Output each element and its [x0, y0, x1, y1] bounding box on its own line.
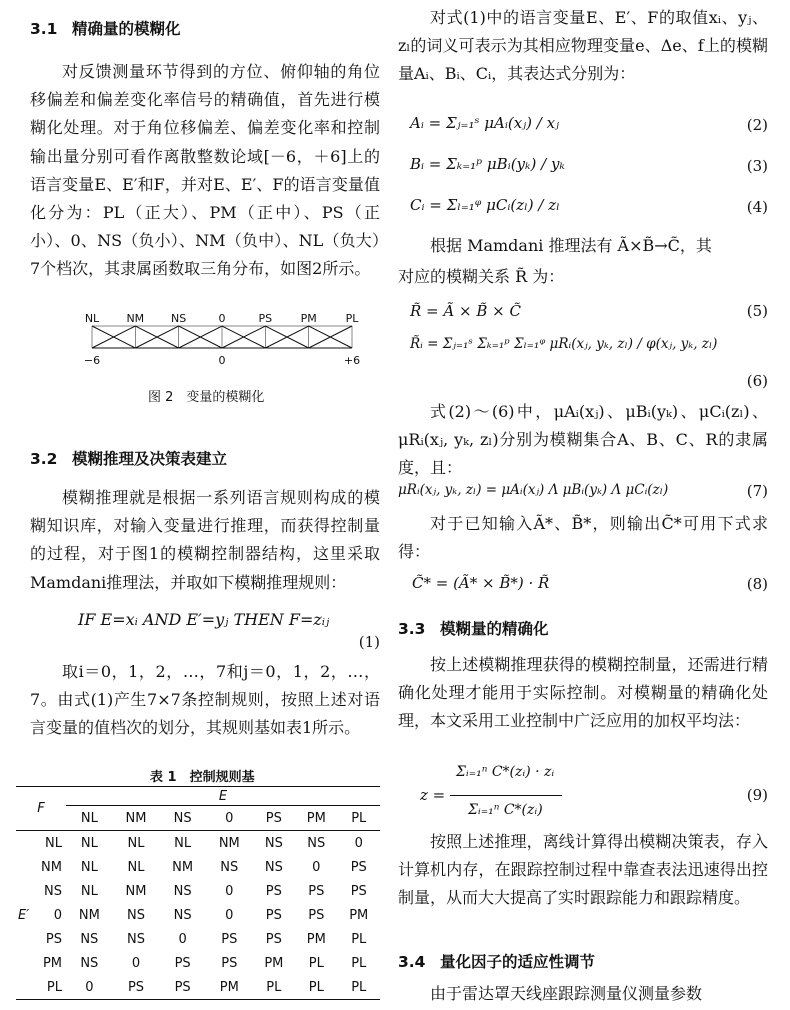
mamdani-line-2: 对应的模糊关系 R̃ 为：: [398, 267, 565, 286]
table-cell: NS: [264, 859, 283, 875]
table-row-header: [16, 879, 66, 903]
table-cell: PL: [266, 979, 282, 995]
membership-paragraph: 式(2)～(6)中，μAᵢ(xⱼ)、μBᵢ(yₖ)、μCᵢ(zₗ)、μRᵢ(xⱼ, yₖ, zₗ)分别为模糊集合A、B、C、R的隶属度，且：: [398, 402, 768, 478]
table-col-header: NM: [125, 810, 147, 826]
fuzzy-set-label: NS: [171, 312, 187, 325]
table-row-header: [16, 975, 66, 1000]
section-title: 精确量的模糊化: [72, 20, 181, 38]
table-row-header: [16, 831, 66, 856]
equation-2: Aᵢ = Σⱼ₌₁ˢ μAᵢ(xⱼ) / xⱼ: [410, 114, 560, 132]
table-row-label: NM: [41, 859, 62, 875]
rule-equation-number: (1): [358, 633, 380, 651]
table-cell: NL: [127, 835, 145, 851]
table-cell: NS: [173, 907, 192, 923]
table-cell: PL: [308, 979, 324, 995]
table-cell: PL: [351, 931, 367, 947]
section-3-1-heading: [30, 17, 181, 39]
section-title: 量化因子的适应性调节: [440, 953, 596, 971]
table-cell: NL: [80, 859, 98, 875]
table-cell: NS: [80, 931, 99, 947]
table-cell: 0: [225, 907, 234, 923]
table-row-label: PL: [46, 979, 62, 995]
section-title: 模糊量的精确化: [440, 620, 549, 638]
table-cell: NS: [126, 907, 145, 923]
intro-paragraph: 对式(1)中的语言变量E、E′、F的取值xᵢ、yⱼ、zₗ的词义可表示为其相应物理变量e、Δe、f上的模糊量Aᵢ、Bᵢ、Cᵢ，其表达式分别为：: [398, 8, 768, 84]
mamdani-line-1: 根据 Mamdani 推理法有 Ã×B̃→C̃，其: [430, 236, 712, 255]
equation-8-number: (8): [746, 575, 768, 593]
control-rule-table: [16, 786, 380, 1000]
table-row-header: [16, 951, 66, 975]
table-cell: PS: [308, 907, 325, 923]
table-cell: NL: [174, 835, 192, 851]
table-cell: PL: [351, 955, 367, 971]
known-input-paragraph: 对于已知输入Ã*、B̃*，则输出C̃*可用下式求得：: [398, 514, 768, 562]
table-cell: NL: [80, 835, 98, 851]
section-3-2-paragraph: 模糊推理就是根据一系列语言规则构成的模糊知识库，对输入变量进行推理，而获得控制量的过程，对于图1的模糊控制器结构，这里采取Mamdani推理法，并取如下模糊推理规则：: [30, 488, 380, 592]
table-cell: NM: [125, 883, 147, 899]
section-3-4-paragraph: 由于雷达罩天线座跟踪测量仪测量参数: [430, 984, 703, 1003]
table-cell: 0: [178, 931, 187, 947]
fraction-bar: [450, 795, 562, 796]
rule-equation: IF E=xᵢ AND E′=yⱼ THEN F=zᵢⱼ: [78, 610, 330, 629]
table-cell: PS: [221, 955, 238, 971]
table-cell: NM: [172, 859, 194, 875]
table-cell: 0: [85, 979, 94, 995]
table-col-header: PM: [306, 810, 326, 826]
table-col-header: PL: [351, 810, 367, 826]
fuzzy-set-label: PL: [345, 312, 359, 325]
section-3-3-heading: [398, 617, 549, 639]
fuzzy-set-label: NM: [126, 312, 145, 325]
table-row: [16, 903, 380, 927]
table-cell: PS: [350, 859, 367, 875]
table-corner: F: [16, 787, 66, 831]
table-cell: PM: [219, 979, 239, 995]
table-row: [16, 831, 380, 856]
table-cell: NS: [126, 931, 145, 947]
table-cell: PS: [265, 883, 282, 899]
table-cell: PS: [174, 955, 191, 971]
table-col-header: NL: [80, 810, 98, 826]
section-3-4-heading: [398, 950, 595, 972]
section-title: 模糊推理及决策表建立: [72, 450, 228, 468]
section-number: 3.3: [398, 620, 426, 638]
table-cell: 0: [312, 859, 321, 875]
table-cell: PS: [308, 883, 325, 899]
table-cell: PL: [308, 955, 324, 971]
table-cell: 0: [225, 883, 234, 899]
table-cell: NS: [264, 835, 283, 851]
section-number: 3.2: [30, 450, 58, 468]
fuzzy-membership-svg: [70, 312, 370, 382]
fuzzy-axis-tick: +6: [343, 354, 361, 367]
table-cell: NM: [218, 835, 240, 851]
table-row-header: [16, 903, 66, 927]
equation-7-number: (7): [746, 482, 768, 500]
table-1-caption: 表 1 控制规则基: [150, 770, 255, 785]
table-row-label: PM: [42, 955, 62, 971]
fuzzy-set-label: PS: [258, 312, 273, 325]
section-number: 3.1: [30, 20, 58, 38]
table-row-label: 0: [53, 907, 62, 923]
table-cell: PS: [221, 931, 238, 947]
table-row: [16, 975, 380, 1000]
table-cell: PS: [127, 979, 145, 995]
figure-2-caption: 图 2 变量的模糊化: [148, 390, 265, 405]
table-cell: NL: [127, 859, 145, 875]
table-row-label: PS: [45, 931, 62, 947]
table-row: [16, 951, 380, 975]
table-row-header: [16, 855, 66, 879]
equation-6: R̃ᵢ = Σⱼ₌₁ˢ Σₖ₌₁ᵖ Σₗ₌₁ᵠ μRᵢ(xⱼ, yₖ, zₗ) / φ(xⱼ, yₖ, zₗ): [410, 336, 718, 352]
table-cell: PS: [350, 883, 367, 899]
equation-6-number: (6): [746, 372, 768, 390]
equation-5: R̃ = Ã × B̃ × C̃: [410, 302, 521, 320]
equation-4-number: (4): [746, 198, 768, 216]
table-row: [16, 879, 380, 903]
table-cell: PM: [306, 931, 326, 947]
table-row-label: NL: [45, 835, 62, 851]
table-col-header: NS: [173, 810, 192, 826]
equation-7: μRᵢ(xⱼ, yₖ, zₗ) = μAᵢ(xⱼ) Λ μBᵢ(yₖ) Λ μCᵢ(zₗ): [398, 482, 669, 498]
table-row: [16, 855, 380, 879]
equation-5-number: (5): [746, 302, 768, 320]
table-e-label: E: [66, 787, 380, 806]
table-row-header: [16, 927, 66, 951]
fuzzy-set-label: PM: [300, 312, 317, 325]
table-cell: NM: [78, 907, 100, 923]
table-cell: NL: [80, 883, 98, 899]
equation-9: [398, 760, 768, 830]
table-row-axis-label: E′: [18, 907, 30, 923]
table-cell: PS: [265, 931, 282, 947]
equation-9-lhs: z =: [420, 786, 446, 804]
equation-9-number: (9): [746, 786, 768, 804]
section-3-2-paragraph-2: 取i＝0，1，2，…，7和j＝0，1，2，…，7。由式(1)产生7×7条控制规则，按照上述对语言变量的值档次的划分，其规则基如表1所示。: [30, 662, 380, 738]
table-cell: NS: [80, 955, 99, 971]
table-cell: PL: [351, 979, 367, 995]
section-3-3-paragraph: 按上述模糊推理获得的模糊控制量，还需进行精确化处理才能用于实际控制。对模糊量的精确化处理，本文采用工业控制中广泛应用的加权平均法：: [398, 655, 768, 731]
fuzzy-set-label: 0: [218, 312, 226, 325]
table-cell: PS: [265, 907, 282, 923]
section-3-1-paragraph: 对反馈测量环节得到的方位、俯仰轴的角位移偏差和偏差变化率信号的精确值，首先进行模糊化处理。对于角位移偏差、偏差变化率和控制输出量分别可看作离散整数论域[－6，＋6]上的语言变量E、E′和F，并对E、E′、F的语言变量值化分为：PL（正大）、PM（正中）、PS（正小）、0、NS（负小）、NM（负中）、NL（负大）7个档次，其隶属函数取三角分布，如图2所示。: [30, 62, 380, 279]
table-cell: NS: [173, 883, 192, 899]
figure-2-fuzzy-sets: [70, 312, 370, 382]
equation-9-numerator: Σᵢ₌₁ⁿ C*(zᵢ) · zᵢ: [456, 764, 555, 780]
section-3-2-heading: [30, 447, 227, 469]
table-cell: 0: [131, 955, 141, 971]
table-cell: NS: [220, 859, 239, 875]
section-3-3-paragraph-2: 按照上述推理，离线计算得出模糊决策表，存入计算机内存，在跟踪控制过程中靠查表法迅速得出控制量，从而大大提高了实时跟踪能力和跟踪精度。: [398, 832, 768, 908]
section-number: 3.4: [398, 953, 426, 971]
table-row: [16, 927, 380, 951]
equation-3: Bᵢ = Σₖ₌₁ᵖ μBᵢ(yₖ) / yₖ: [410, 155, 565, 173]
fuzzy-axis-tick: −6: [83, 354, 101, 367]
table-cell: PS: [174, 979, 191, 995]
table-cell: PM: [264, 955, 284, 971]
equation-2-number: (2): [746, 116, 768, 134]
equation-4: Cᵢ = Σₗ₌₁ᵠ μCᵢ(zₗ) / zₗ: [410, 196, 560, 214]
table-col-header: PS: [265, 810, 282, 826]
table-cell: PM: [349, 907, 369, 923]
table-cell: 0: [354, 835, 363, 851]
fuzzy-axis-tick: 0: [218, 354, 226, 367]
equation-8: C̃* = (Ã* × B̃*) · R̃: [412, 574, 550, 592]
equation-3-number: (3): [746, 157, 768, 175]
equation-9-denominator: Σᵢ₌₁ⁿ C*(zᵢ): [468, 802, 543, 818]
table-cell: NS: [307, 835, 326, 851]
fuzzy-set-label: NL: [84, 312, 100, 325]
table-col-header: 0: [225, 810, 234, 826]
table-row-label: NS: [44, 883, 62, 899]
